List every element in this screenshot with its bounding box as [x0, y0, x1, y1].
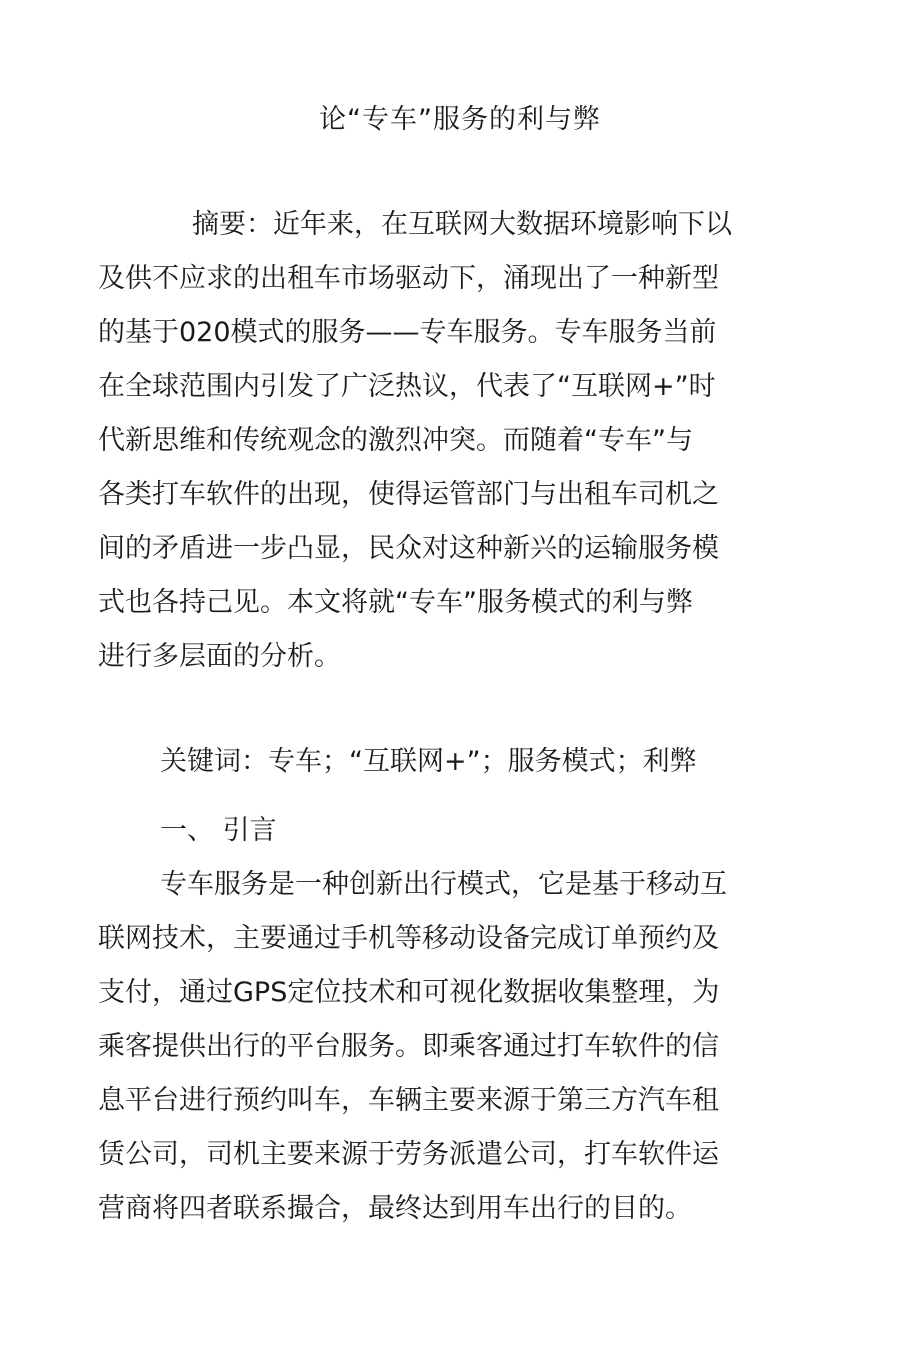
abstract-line: 进行多层面的分析。: [98, 641, 341, 672]
body-line: 赁公司，司机主要来源于劳务派遣公司，打车软件运: [98, 1139, 719, 1170]
abstract-paragraph: [98, 198, 732, 684]
abstract-line: 间的矛盾进一步凸显，民众对这种新兴的运输服务模: [98, 533, 719, 564]
abstract-line: 及供不应求的出租车市场驱动下，涌现出了一种新型: [98, 263, 719, 294]
body-line: 息平台进行预约叫车，车辆主要来源于第三方汽车租: [98, 1085, 719, 1116]
body-line: 专车服务是一种创新出行模式，它是基于移动互: [160, 869, 727, 900]
body-line: 营商将四者联系撮合，最终达到用车出行的目的。: [98, 1193, 692, 1224]
document-title: 论“专车”服务的利与弊: [319, 104, 601, 135]
body-line: 联网技术，主要通过手机等移动设备完成订单预约及: [98, 923, 719, 954]
abstract-line: 在全球范围内引发了广泛热议，代表了“互联网+”时: [98, 371, 716, 402]
keywords-line: 关键词：专车；“互联网+”；服务模式；利弊: [160, 746, 697, 777]
abstract-line: 各类打车软件的出现，使得运管部门与出租车司机之: [98, 479, 719, 510]
body-line: 乘客提供出行的平台服务。即乘客通过打车软件的信: [98, 1031, 719, 1062]
abstract-line: 摘要：近年来，在互联网大数据环境影响下以: [192, 209, 732, 240]
body-paragraph: [98, 858, 727, 1236]
section-heading: 一、 引言: [160, 815, 277, 846]
abstract-line: 的基于020模式的服务——专车服务。专车服务当前: [98, 317, 717, 348]
body-line: 支付，通过GPS定位技术和可视化数据收集整理，为: [98, 977, 720, 1008]
abstract-line: 代新思维和传统观念的激烈冲突。而随着“专车”与: [98, 425, 693, 456]
abstract-line: 式也各持己见。本文将就“专车”服务模式的利与弊: [98, 587, 693, 618]
